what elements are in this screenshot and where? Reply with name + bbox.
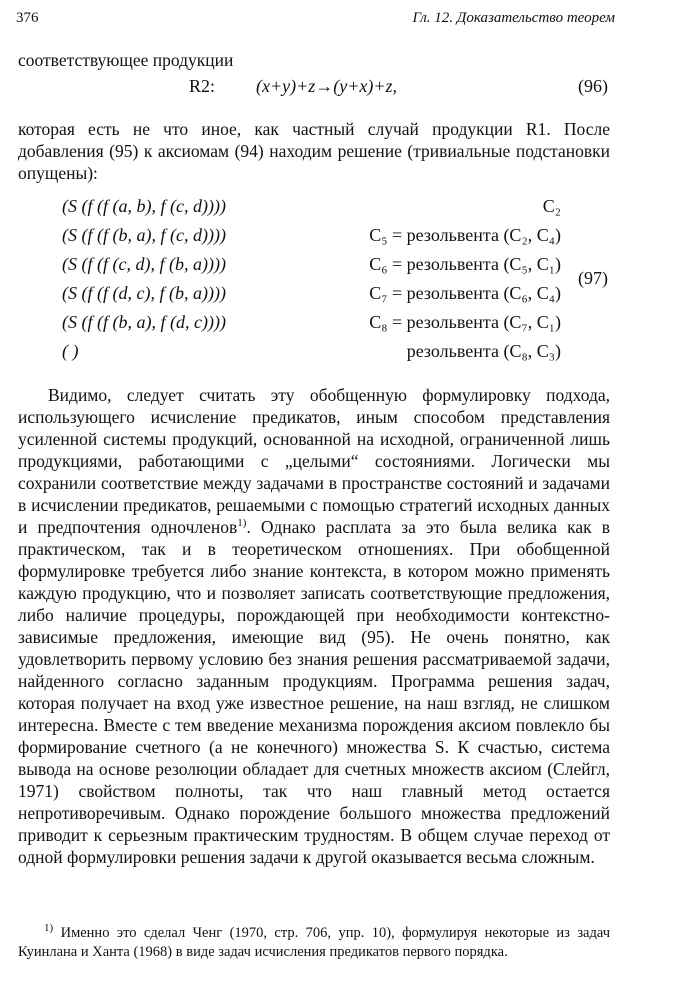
proof-table (0, 196, 673, 366)
footnote-reference[interactable]: 1) (237, 517, 247, 530)
footnote-mark: 1) (44, 922, 54, 935)
paragraph-1: которая есть не что иное, как частный случай продукции R1. После добавления (95) к аксиомам (94) находим решение (тривиальные подстановки опущены): (18, 119, 610, 183)
proof-clause: (S (f (f (a, b), f (c, d)))) (62, 196, 226, 216)
proof-clause: (S (f (f (d, c), f (b, a)))) (62, 283, 226, 303)
proof-row (0, 283, 673, 311)
formula-96 (0, 76, 673, 102)
proof-derivation: C₈ = резольвента (C₇, C₁) (369, 312, 561, 332)
proof-clause: (S (f (f (b, a), f (c, d)))) (62, 225, 226, 245)
running-head: Гл. 12. Доказательство теорем (412, 10, 615, 26)
proof-row (0, 225, 673, 253)
proof-row (0, 312, 673, 340)
formula-label: R2: (189, 76, 216, 96)
proof-derivation: C₅ = резольвента (C₂, C₄) (369, 225, 561, 245)
proof-row (0, 341, 673, 369)
proof-derivation: C₆ = резольвента (C₅, C₁) (369, 254, 561, 274)
proof-row (0, 254, 673, 282)
intro-text: соответствующее продукции (18, 50, 234, 70)
proof-clause: (S (f (f (c, d), f (b, a)))) (62, 254, 226, 274)
equation-number-97: (97) (578, 268, 608, 288)
proof-derivation: C₇ = резольвента (C₆, C₄) (369, 283, 561, 303)
formula-expression: (x+y)+z→(y+x)+z, (256, 76, 398, 96)
proof-derivation: резольвента (C₈, C₃) (406, 341, 561, 361)
proof-derivation: C₂ (542, 196, 561, 216)
footnote (18, 924, 610, 962)
paragraph-2-part-1: Видимо, следует считать эту обобщенную формулировку подхода, использующего исчисление предикатов, иным способом представления усиленной системы продукций, основанной на исходной, ограниченной лишь продукциями, работающими с „целыми“ состояниями. Логически мы сохранили соответствие между задачами в пространстве состояний и задачами в исчислении предикатов, решаемыми с помощью стратегий исходных данных и предпочтения одночленов (18, 385, 610, 537)
formula-number: (96) (578, 76, 608, 96)
page-header (16, 10, 615, 32)
proof-row (0, 196, 673, 224)
proof-clause: ( ) (62, 341, 79, 361)
paragraph-2 (18, 384, 610, 868)
proof-clause: (S (f (f (b, a), f (d, c)))) (62, 312, 226, 332)
paragraph-2-part-2: . Однако расплата за это была велика как в практическом, так и в теоретическом отношениях. При обобщенной формулировке требуется либо знание контекста, в котором можно применять каждую продукцию, что и позволяет записать соответствующие предложения, либо наличие процедуры, порождающей при необходимости контекстно-зависимые предложения, имеющие вид (95). Не очень понятно, как удовлетворить первому условию без знания решения рассматриваемой задачи, найденного согласно заданным продукциям. Программа решения задач, которая получает на вход уже известное решение, на наш взгляд, не слишком интересна. Вместе с тем введение механизма порождения аксиом повлекло бы формирование счетного (а не конечного) множества S. К счастью, система вывода на основе резолюции обладает для счетных множеств аксиом (Слейгл, 1971) свойством полноты, так что наш главный метод остается непротиворечивым. Однако порождение большого множества предложений приводит к серьезным практическим трудностям. В общем случае переход от одной формулировки решения задачи к другой оказывается весьма сложным. (18, 517, 610, 867)
footnote-text: Именно это сделал Ченг (1970, стр. 706, упр. 10), формулируя некоторые из задач Куинлана и Ханта (1968) в виде задач исчисления предикатов первого порядка. (18, 925, 611, 960)
page-number: 376 (16, 10, 39, 26)
